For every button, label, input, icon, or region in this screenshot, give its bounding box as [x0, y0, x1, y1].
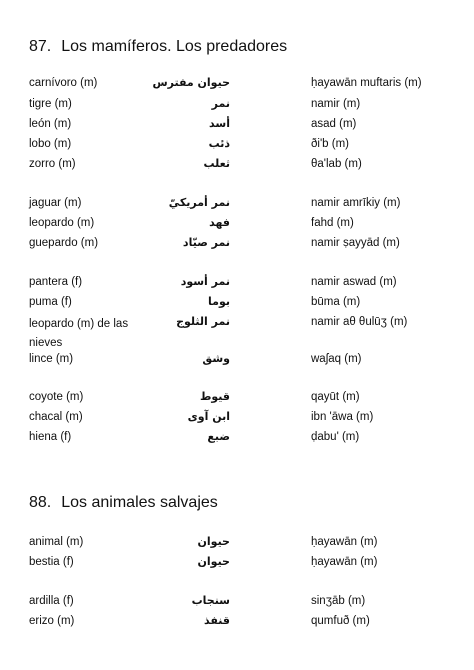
section-heading: [29, 494, 218, 512]
arabic-word: حيوان مفترس: [152, 76, 230, 89]
section-number: 88.: [29, 494, 52, 511]
arabic-word: نمر أسود: [180, 275, 230, 288]
vocab-row: [0, 390, 474, 410]
vocab-row: [0, 594, 474, 614]
spanish-word: lince (m): [29, 353, 74, 365]
section-number: 87.: [29, 38, 52, 55]
vocab-row: [0, 196, 474, 216]
arabic-word: ثعلب: [203, 157, 230, 170]
spanish-word: leopardo (m): [29, 217, 95, 229]
transliteration: ḥayawān (m): [311, 556, 378, 568]
transliteration: ḥayawān (m): [311, 536, 378, 548]
spanish-word: erizo (m): [29, 615, 75, 627]
spanish-word: ardilla (f): [29, 595, 74, 607]
arabic-word: نمر أمريكيّ: [168, 196, 230, 209]
transliteration: namir aθ θulūʒ (m): [311, 316, 408, 328]
spanish-word: jaguar (m): [29, 197, 82, 209]
spanish-word: chacal (m): [29, 411, 83, 423]
transliteration: asad (m): [311, 118, 357, 130]
vocab-row: [0, 76, 474, 96]
arabic-word: نمر الثلوج: [176, 315, 230, 328]
vocab-row: [0, 352, 474, 372]
arabic-word: حيوان: [197, 555, 230, 568]
section-heading: [29, 38, 287, 56]
transliteration: sinʒāb (m): [311, 595, 366, 607]
transliteration: namir amrīkiy (m): [311, 197, 401, 209]
section-title: Los mamíferos. Los predadores: [61, 38, 288, 55]
vocab-row: [0, 216, 474, 236]
transliteration: ibn 'āwa (m): [311, 411, 374, 423]
arabic-word: ابن آوى: [187, 410, 230, 423]
spanish-word: guepardo (m): [29, 237, 99, 249]
spanish-word: animal (m): [29, 536, 84, 548]
arabic-word: فهد: [209, 216, 230, 229]
vocab-row: [0, 535, 474, 555]
transliteration: qayūt (m): [311, 391, 360, 403]
spanish-word: hiena (f): [29, 431, 72, 443]
spanish-word: león (m): [29, 118, 72, 130]
vocab-row: [0, 117, 474, 137]
arabic-word: سنجاب: [191, 594, 230, 607]
spanish-word: lobo (m): [29, 138, 72, 150]
spanish-word: tigre (m): [29, 98, 72, 110]
arabic-word: ضبع: [207, 430, 230, 443]
arabic-word: حيوان: [197, 535, 230, 548]
spanish-word: bestia (f): [29, 556, 74, 568]
transliteration: ði'b (m): [311, 138, 349, 150]
arabic-word: قيوط: [199, 390, 230, 403]
arabic-word: بوما: [208, 295, 230, 308]
transliteration: namir ṣayyād (m): [311, 237, 400, 249]
transliteration: θa'lab (m): [311, 158, 362, 170]
transliteration: fahd (m): [311, 217, 354, 229]
spanish-word: carnívoro (m): [29, 77, 98, 89]
spanish-word: leopardo (m) de las nieves: [29, 318, 129, 349]
vocab-row: [0, 157, 474, 177]
spanish-word: coyote (m): [29, 391, 84, 403]
vocab-row: [0, 430, 474, 450]
vocab-row: [0, 614, 474, 634]
vocab-row: [0, 410, 474, 430]
arabic-word: وشق: [202, 352, 230, 365]
transliteration: namir (m): [311, 98, 361, 110]
arabic-word: قنفذ: [204, 614, 230, 627]
vocab-row: [0, 275, 474, 295]
vocab-row: [0, 97, 474, 117]
transliteration: būma (m): [311, 296, 361, 308]
vocab-row: [0, 295, 474, 315]
spanish-word: puma (f): [29, 296, 72, 308]
transliteration: ḍabu' (m): [311, 431, 360, 443]
vocab-row: [0, 315, 474, 351]
arabic-word: نمر: [211, 97, 230, 110]
vocab-row: [0, 236, 474, 256]
arabic-word: أسد: [209, 117, 230, 130]
transliteration: waʃaq (m): [311, 353, 362, 365]
transliteration: namir aswad (m): [311, 276, 397, 288]
vocab-row: [0, 137, 474, 157]
transliteration: qumfuð (m): [311, 615, 370, 627]
transliteration: ḥayawān muftaris (m): [311, 77, 422, 89]
arabic-word: نمر صيّاد: [182, 236, 230, 249]
spanish-word: zorro (m): [29, 158, 76, 170]
vocab-row: [0, 555, 474, 575]
section-title: Los animales salvajes: [61, 494, 218, 511]
arabic-word: ذئب: [208, 137, 230, 150]
spanish-word: pantera (f): [29, 276, 83, 288]
